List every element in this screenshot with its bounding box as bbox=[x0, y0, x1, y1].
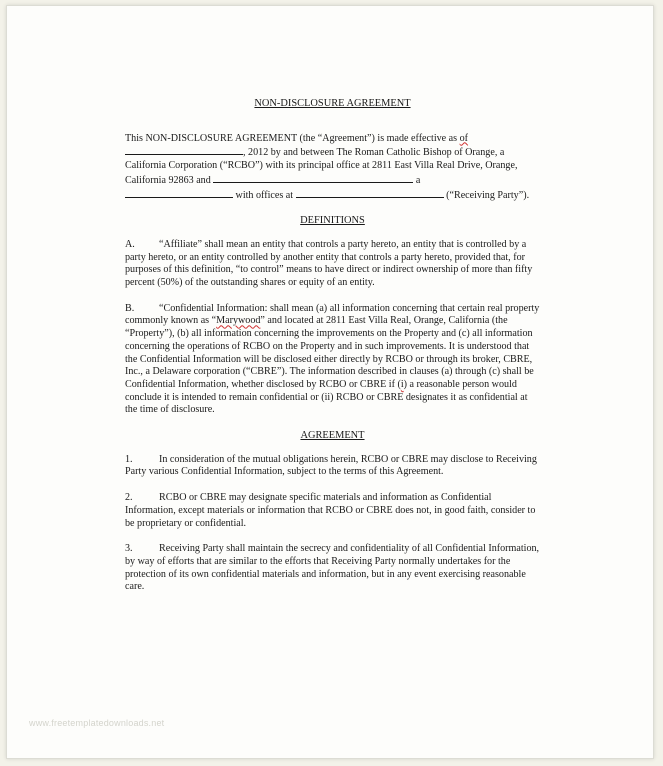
clause-2-text: RCBO or CBRE may designate specific materials and information as Confidential Information, except materials or information that RCBO or CBRE does not, in good faith, consider to be proprietary or confidential. bbox=[125, 492, 536, 529]
intro-text-5: (“Receiving Party”). bbox=[443, 189, 530, 201]
definition-b bbox=[125, 303, 540, 417]
definitions-heading: DEFINITIONS bbox=[300, 215, 365, 227]
clause-i-marker: i bbox=[400, 378, 404, 390]
agreement-heading: AGREEMENT bbox=[300, 430, 365, 442]
marywood-word: Marywood bbox=[216, 315, 261, 327]
clause-1-number: 1. bbox=[125, 453, 133, 465]
intro-paragraph bbox=[125, 133, 540, 203]
definition-a bbox=[125, 239, 540, 290]
party-name-blank bbox=[213, 173, 413, 183]
document-page bbox=[6, 5, 654, 759]
clause-3-text: Receiving Party shall maintain the secrecy and confidentiality of all Confidential Information, by way of efforts that are similar to the efforts that Receiving Party normally undertakes for the protection of its own confidential materials and information, but in any event exercising reasonable care. bbox=[125, 543, 540, 593]
date-blank bbox=[125, 145, 243, 155]
definition-b-number: B. bbox=[125, 302, 135, 314]
clause-3 bbox=[125, 543, 540, 594]
definition-a-text: “Affiliate” shall mean an entity that controls a party hereto, an entity that is controlled by a party hereto, or an entity controlled by another entity that controls a party hereto, provided that, for purposes of this definition, “to control” means to have direct or indirect ownership of more than fifty percent (50%) of the outstanding shares or equity of an entity. bbox=[125, 238, 533, 289]
intro-text-1: This NON-DISCLOSURE AGREEMENT (the “Agreement”) is made effective as bbox=[125, 132, 460, 144]
watermark-text: www.freetemplatedownloads.net bbox=[29, 718, 165, 728]
definition-b-text-2: ” and located at 2811 East Villa Real, Orange, California (the “Property”), (b) all information concerning the improvements on the Property and (c) all information concerning the operations of RCBO on the Property and in such improvements. It is understood that the Confidential Information will be disclosed either directly by RCBO or through its broker, CBRE, Inc., a Delaware corporation (“CBRE”). The information described in clauses (a) through (c) shall be Confidential Information, whether disclosed by RCBO or CBRE if ( bbox=[125, 315, 534, 390]
entity-type-blank bbox=[125, 188, 233, 198]
document-body bbox=[125, 98, 540, 607]
definition-b-text-3: ) a reasonable person would conclude it is intended to remain confidential or (ii) RCBO or CBRE designates it as confidential at the time of disclosure. bbox=[125, 378, 528, 416]
intro-text-4: with offices at bbox=[233, 189, 296, 201]
intro-text-3: a bbox=[413, 174, 421, 186]
intro-of: of bbox=[459, 132, 469, 144]
clause-2 bbox=[125, 492, 540, 530]
clause-1 bbox=[125, 454, 540, 479]
clause-2-number: 2. bbox=[125, 492, 133, 504]
intro-text-2: , 2012 by and between The Roman Catholic Bishop of Orange, a California Corporation (“RCBO”) with its principal office at 2811 East Villa Real Drive, Orange, California 92863 and bbox=[125, 147, 518, 186]
definition-a-number: A. bbox=[125, 238, 135, 250]
document-title: NON-DISCLOSURE AGREEMENT bbox=[254, 98, 411, 109]
clause-1-text: In consideration of the mutual obligations herein, RCBO or CBRE may disclose to Receiving Party various Confidential Information, subject to the terms of this Agreement. bbox=[125, 453, 537, 478]
definition-b-text-1: “Confidential Information: shall mean (a) all information concerning that certain real property commonly known as “ bbox=[125, 302, 540, 327]
clause-3-number: 3. bbox=[125, 543, 133, 555]
address-blank bbox=[296, 188, 444, 198]
